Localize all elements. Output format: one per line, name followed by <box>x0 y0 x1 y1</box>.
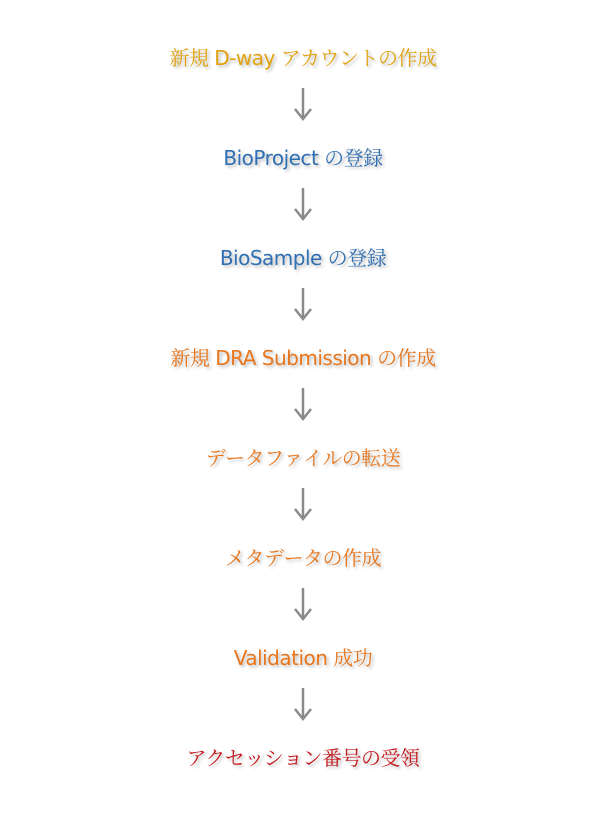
step-register-bioproject: BioProject の登録 <box>223 146 383 170</box>
step-receive-accession-number: アクセッション番号の受領 <box>186 746 420 770</box>
step-register-biosample: BioSample の登録 <box>219 246 387 270</box>
down-arrow-icon <box>291 286 315 322</box>
down-arrow-icon <box>291 686 315 722</box>
step-validation-success: Validation 成功 <box>233 646 373 670</box>
down-arrow-icon <box>291 86 315 122</box>
down-arrow-icon <box>291 486 315 522</box>
down-arrow-icon <box>291 386 315 422</box>
step-create-dra-submission: 新規 DRA Submission の作成 <box>170 346 436 370</box>
down-arrow-icon <box>291 586 315 622</box>
step-transfer-data-files: データファイルの転送 <box>205 446 401 470</box>
down-arrow-icon <box>291 186 315 222</box>
step-create-dway-account: 新規 D-way アカウントの作成 <box>169 46 437 70</box>
step-create-metadata: メタデータの作成 <box>225 546 381 570</box>
